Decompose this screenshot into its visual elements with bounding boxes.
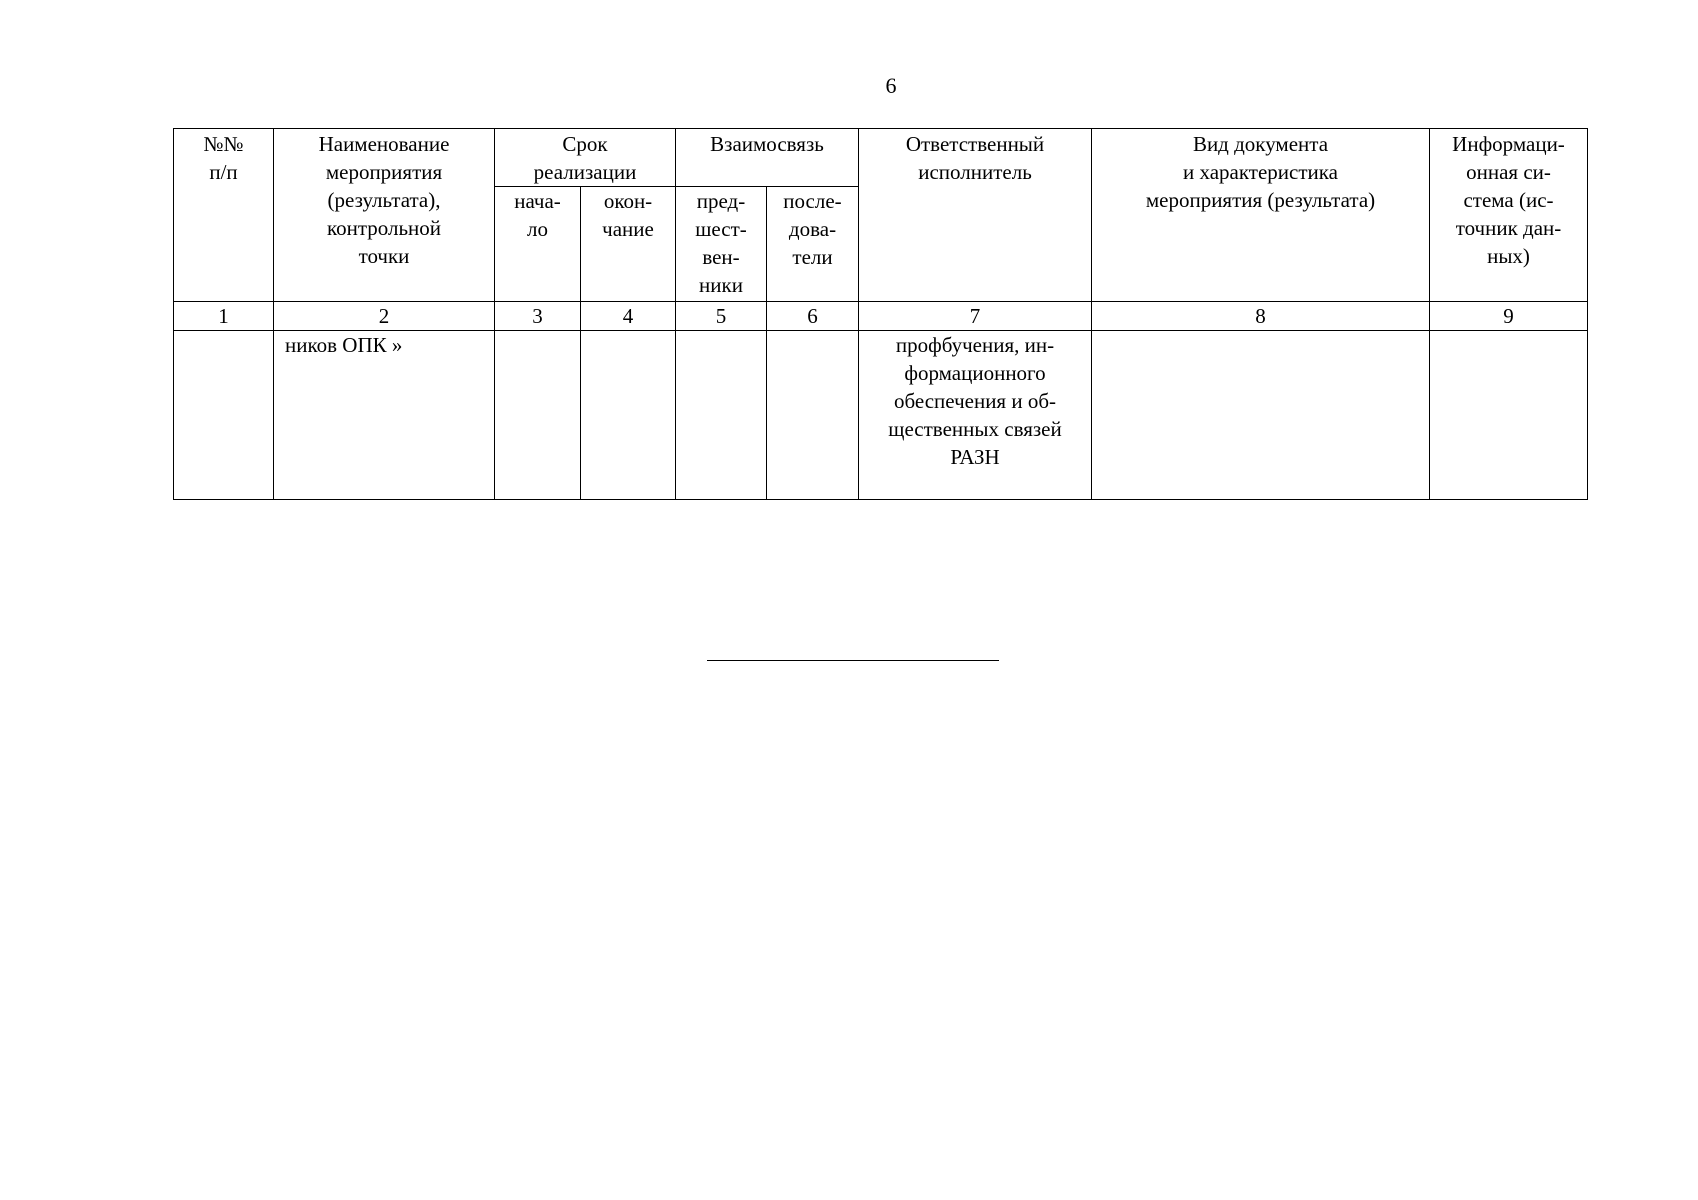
header-doc-type: Вид документа и характеристика мероприятия (результата)	[1092, 129, 1430, 302]
column-number: 9	[1430, 302, 1588, 331]
header-row-top	[174, 129, 1588, 187]
header-link-pred: пред- шест- вен- ники	[676, 187, 767, 302]
column-number: 7	[859, 302, 1092, 331]
header-term-end: окон- чание	[581, 187, 676, 302]
plan-table	[173, 128, 1588, 500]
header-link-succ: после- дова- тели	[767, 187, 859, 302]
column-number: 2	[274, 302, 495, 331]
end-separator-line	[707, 660, 999, 661]
header-term: Срок реализации	[495, 129, 676, 187]
cell-num	[174, 331, 274, 500]
column-number: 4	[581, 302, 676, 331]
page-number: 6	[885, 73, 897, 98]
cell-term-start	[495, 331, 581, 500]
column-number: 3	[495, 302, 581, 331]
cell-link-succ	[767, 331, 859, 500]
cell-link-pred	[676, 331, 767, 500]
header-info-system: Информаци- онная си- стема (ис- точник дан- ных)	[1430, 129, 1588, 302]
cell-doc-type	[1092, 331, 1430, 500]
cell-name: ников ОПК »	[274, 331, 495, 500]
column-number: 5	[676, 302, 767, 331]
header-num: №№ п/п	[174, 129, 274, 302]
cell-responsible: профбучения, ин- формационного обеспечения и об- щественных связей РАЗН	[859, 331, 1092, 500]
header-name: Наименование мероприятия (результата), контрольной точки	[274, 129, 495, 302]
cell-info-system	[1430, 331, 1588, 500]
header-responsible: Ответственный исполнитель	[859, 129, 1092, 302]
header-term-start: нача- ло	[495, 187, 581, 302]
column-numbers-row	[174, 302, 1588, 331]
header-link: Взаимосвязь	[676, 129, 859, 187]
table-row	[174, 331, 1588, 500]
column-number: 8	[1092, 302, 1430, 331]
column-number: 6	[767, 302, 859, 331]
column-number: 1	[174, 302, 274, 331]
cell-term-end	[581, 331, 676, 500]
